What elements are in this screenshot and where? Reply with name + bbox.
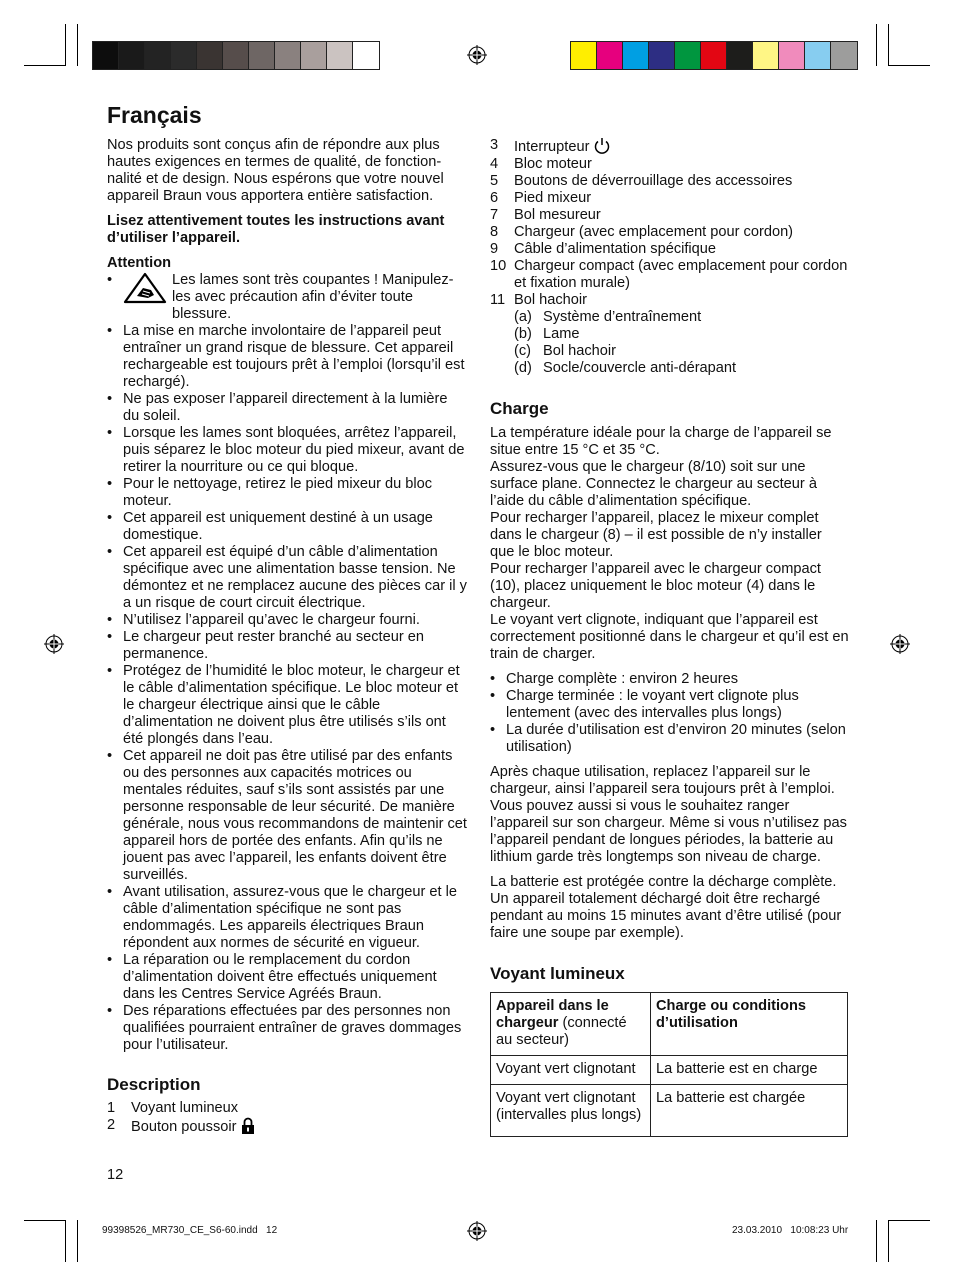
padlock-icon <box>241 1117 255 1134</box>
attention-first-item <box>107 272 467 323</box>
crop-mark <box>888 1220 889 1262</box>
header-text: (connecté au secteur) <box>496 1015 627 1048</box>
list-item: • Cet appareil ne doit pas être utilisé par des enfants ou des personnes aux capacités motrices ou mentales réduites, sauf s’ils sont assistés par une personne responsable de leur sécurité. De manière générale, nous vous recommandons de maintenir cet appareil hors de portée des enfants. Afin qu’ils ne jouent pas avec l’appareil, les enfants doivent être surveillés. <box>107 748 467 884</box>
list-item: • Des réparations effectuées par des personnes non qualifiées pourraient entraîner de graves dommages pour l’utilisateur. <box>107 1003 467 1054</box>
list-item <box>490 258 850 292</box>
crop-mark <box>65 1220 66 1262</box>
charge-paragraph: La température idéale pour la charge de l’appareil se situe entre 15 °C et 35 °C. Assurez-vous que le chargeur (8/10) soit sur une surface plane. Connectez le chargeur au secteur à l’aide du câble d’alimentation spécifique. Pour recharger l’appareil, placez le mixeur complet dans le chargeur (8) – il est possible de n’y installer que le bloc moteur. Pour recharger l’appareil avec le chargeur compact (10), placez uniquement le bloc moteur (4) dans le chargeur. Le voyant vert clignote, indiquant que l’appareil est correctement positionné dans le chargeur et qu’il est en train de charger. <box>490 425 849 662</box>
color-swatch <box>597 42 623 69</box>
color-swatch <box>223 42 249 69</box>
registration-mark-icon <box>890 634 910 654</box>
item-number: 1 <box>107 1100 116 1116</box>
item-number: 9 <box>490 241 499 257</box>
attention-label: Attention <box>107 255 172 271</box>
voyant-heading: Voyant lumineux <box>490 964 625 983</box>
color-swatch <box>301 42 327 69</box>
after-use-paragraph: Après chaque utilisation, replacez l’appareil sur le chargeur, ainsi l’appareil sera toujours prêt à l’emploi. Vous pouvez aussi si vous le souhaitez ranger l’appareil sur son chargeur. Même si vous n’utilisez pas l’appareil pendant de longues périodes, la batterie au lithium garde très longtemps son niveau de charge. <box>490 764 847 865</box>
list-item: • Charge terminée : le voyant vert clignote plus lentement (avec des intervalles plus longs) <box>490 688 850 722</box>
item-number: 10 <box>490 258 507 274</box>
item-letter: (b) <box>514 326 532 342</box>
color-swatch <box>779 42 805 69</box>
charge-heading: Charge <box>490 399 549 418</box>
color-swatch <box>675 42 701 69</box>
list-item: • Protégez de l’humidité le bloc moteur, le chargeur et le câble d’alimentation spécifique. Le bloc moteur et le chargeur électrique ainsi que le câble d’alimentation ne doivent plus être utilisés s’ils ont été plongés dans l’eau. <box>107 663 467 748</box>
list-item: • La mise en marche involontaire de l’appareil peut entraîner un grand risque de blessure. Cet appareil rechargeable est toujours prêt à l’emploi (lorsqu’il est rechargé). <box>107 323 467 391</box>
crop-mark <box>77 24 78 66</box>
list-item: • Avant utilisation, assurez-vous que le chargeur et le câble d’alimentation spécifique ne sont pas endommagés. Les appareils électriques Braun répondent aux normes de sécurité en vigueur. <box>107 884 467 952</box>
crop-mark <box>888 1220 930 1221</box>
list-item <box>107 1100 467 1117</box>
item-number: 5 <box>490 173 499 189</box>
crop-mark <box>876 24 877 66</box>
registration-mark-icon <box>467 1221 487 1241</box>
list-item <box>490 207 850 224</box>
list-item: • La réparation ou le remplacement du cordon d’alimentation doivent être effectués uniquement dans les Centres Service Agréés Braun. <box>107 952 467 1003</box>
attention-first-text: Les lames sont très coupantes ! Manipulez-les avec précaution afin d’éviter toute blessure. <box>172 272 454 322</box>
greyscale-bar <box>92 41 380 70</box>
crop-mark <box>65 24 66 66</box>
color-swatch <box>623 42 649 69</box>
color-swatch <box>197 42 223 69</box>
table-header-cell: Charge ou conditions d’utilisation <box>651 993 848 1056</box>
color-swatch <box>727 42 753 69</box>
list-item <box>107 1117 467 1136</box>
color-swatch <box>649 42 675 69</box>
list-item <box>490 173 850 190</box>
crop-mark <box>888 24 889 66</box>
item-text: Chargeur (avec emplacement pour cordon) <box>514 224 794 240</box>
left-column <box>107 137 467 1136</box>
crop-mark <box>77 1220 78 1262</box>
color-swatch <box>753 42 779 69</box>
right-column <box>490 137 850 1137</box>
color-swatch <box>145 42 171 69</box>
list-item <box>490 241 850 258</box>
list-item: • La durée d’utilisation est d’environ 20 minutes (selon utilisation) <box>490 722 850 756</box>
color-swatch <box>93 42 119 69</box>
sub-list-item <box>514 360 850 377</box>
item-text: Pied mixeur <box>514 190 592 206</box>
sharp-blade-warning-icon <box>123 272 167 304</box>
item-text: Socle/couvercle anti-dérapant <box>543 360 737 376</box>
color-swatch <box>805 42 831 69</box>
footer-file-info: 99398526_MR730_CE_S6-60.indd 12 <box>102 1225 278 1236</box>
color-swatch <box>249 42 275 69</box>
header-text: Appareil dans le chargeur <box>496 998 609 1031</box>
page-title: Français <box>107 102 202 128</box>
footer-timestamp: 23.03.2010 10:08:23 Uhr <box>732 1225 849 1236</box>
item-letter: (c) <box>514 343 532 359</box>
crop-mark <box>888 65 930 66</box>
list-item: • Charge complète : environ 2 heures <box>490 671 850 688</box>
table-row <box>491 1085 848 1137</box>
item-text: Voyant lumineux <box>131 1100 239 1116</box>
color-swatch <box>701 42 727 69</box>
color-swatch <box>171 42 197 69</box>
registration-mark-icon <box>467 45 487 65</box>
warning-paragraph: Lisez attentivement toutes les instructions avant d’utiliser l’appareil. <box>107 213 445 246</box>
item-number: 7 <box>490 207 499 223</box>
item-number: 2 <box>107 1117 116 1133</box>
sub-list-item <box>514 326 850 343</box>
power-icon <box>593 137 611 154</box>
item-number: 4 <box>490 156 499 172</box>
indicator-table <box>490 992 848 1137</box>
battery-paragraph: La batterie est protégée contre la décharge complète. Un appareil totalement déchargé doit être rechargé pendant au moins 15 minutes avant d’être utilisé (pour faire une soupe par exemple). <box>490 874 842 941</box>
item-letter: (a) <box>514 309 532 325</box>
item-text: Lame <box>543 326 580 342</box>
sub-list-item <box>514 343 850 360</box>
table-cell: Voyant vert clignotant <box>491 1056 651 1085</box>
sub-list-item <box>514 309 850 326</box>
color-swatch <box>831 42 857 69</box>
crop-mark <box>24 65 66 66</box>
item-number: 8 <box>490 224 499 240</box>
description-heading: Description <box>107 1075 201 1094</box>
list-item: • Lorsque les lames sont bloquées, arrêtez l’appareil, puis séparez le bloc moteur du pied mixeur, avant de retirer la nourriture ou ce qui bloque. <box>107 425 467 476</box>
item-text: Interrupteur <box>514 139 590 155</box>
item-text: Système d’entraînement <box>543 309 702 325</box>
color-bar <box>570 41 858 70</box>
table-cell: La batterie est chargée <box>651 1085 848 1137</box>
item-text: Bloc moteur <box>514 156 592 172</box>
table-header-cell <box>491 993 651 1056</box>
item-text: Chargeur compact (avec emplacement pour cordon et fixation murale) <box>514 258 848 291</box>
color-swatch <box>275 42 301 69</box>
list-item: • Ne pas exposer l’appareil directement à la lumière du soleil. <box>107 391 467 425</box>
color-swatch <box>327 42 353 69</box>
table-cell: La batterie est en charge <box>651 1056 848 1085</box>
list-item <box>490 224 850 241</box>
item-text: Bol mesureur <box>514 207 601 223</box>
description-list-right <box>490 137 850 309</box>
safety-bullet-list <box>107 323 467 1054</box>
item-text: Bouton poussoir <box>131 1119 237 1135</box>
color-swatch <box>119 42 145 69</box>
list-item <box>490 156 850 173</box>
table-cell: Voyant vert clignotant (intervalles plus longs) <box>491 1085 651 1137</box>
crop-mark <box>24 1220 66 1221</box>
registration-mark-icon <box>44 634 64 654</box>
list-item <box>490 190 850 207</box>
crop-mark <box>876 1220 877 1262</box>
list-item: • Le chargeur peut rester branché au secteur en permanence. <box>107 629 467 663</box>
table-header-row <box>491 993 848 1056</box>
item-text: Bol hachoir <box>543 343 617 359</box>
color-swatch <box>571 42 597 69</box>
charge-bullet-list <box>490 671 850 756</box>
bullet: • <box>107 272 113 288</box>
list-item: • Pour le nettoyage, retirez le pied mixeur du bloc moteur. <box>107 476 467 510</box>
color-swatch <box>353 42 379 69</box>
item-text: Câble d’alimentation spécifique <box>514 241 717 257</box>
item-text: Bol hachoir <box>514 292 588 308</box>
page-number: 12 <box>107 1167 124 1183</box>
item-text: Boutons de déverrouillage des accessoires <box>514 173 793 189</box>
list-item: • Cet appareil est équipé d’un câble d’alimentation spécifique avec une alimentation basse tension. Ne démontez et ne remplacez aucune des pièces car il y a un risque de court circuit électrique. <box>107 544 467 612</box>
item-letter: (d) <box>514 360 532 376</box>
sub-item-list <box>490 309 850 377</box>
item-number: 11 <box>490 292 506 308</box>
table-row <box>491 1056 848 1085</box>
list-item <box>490 137 850 156</box>
list-item: • N’utilisez l’appareil qu’avec le chargeur fourni. <box>107 612 467 629</box>
item-number: 6 <box>490 190 499 206</box>
description-list-left <box>107 1100 467 1136</box>
intro-paragraph: Nos produits sont conçus afin de répondre aux plus hautes exigences en termes de qualité, de fonction-nalité et de design. Nous espérons que votre nouvel appareil Braun vous apportera entière satisfaction. <box>107 137 444 204</box>
item-number: 3 <box>490 137 499 153</box>
list-item: • Cet appareil est uniquement destiné à un usage domestique. <box>107 510 467 544</box>
list-item <box>490 292 850 309</box>
